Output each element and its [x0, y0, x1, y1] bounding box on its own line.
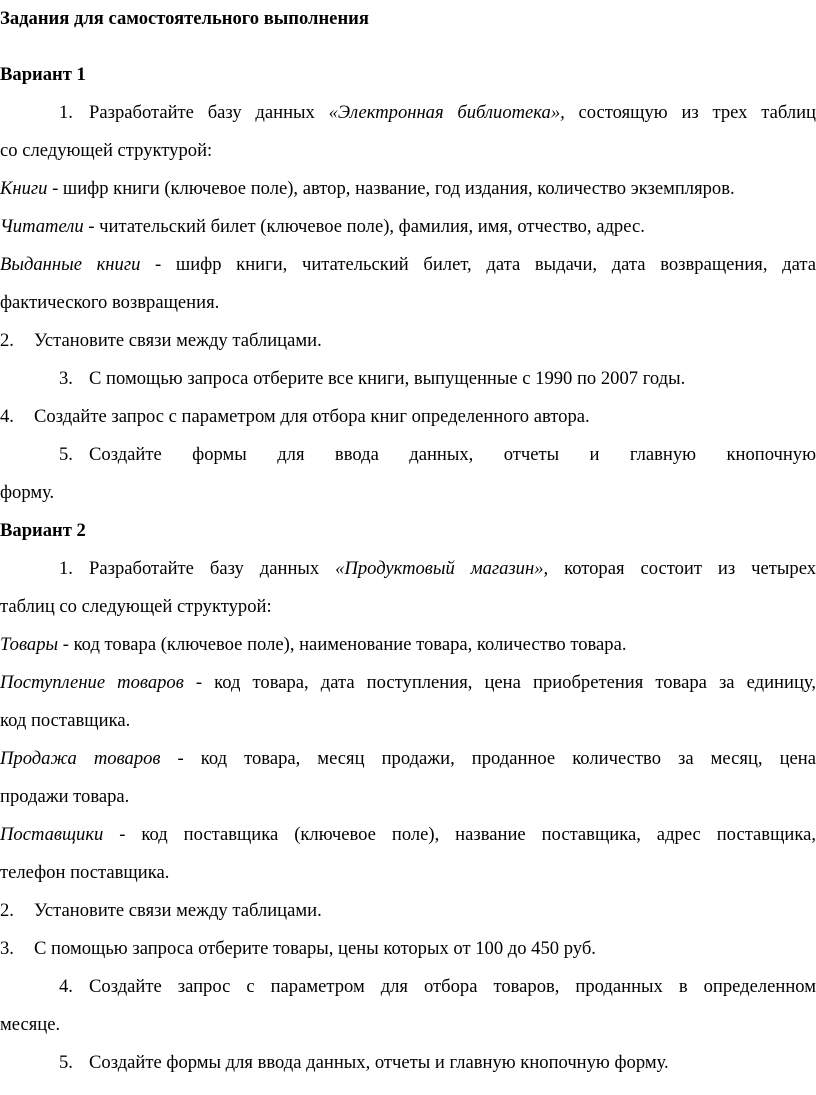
v1-task5-cont: форму. — [0, 482, 55, 503]
v1-table-issued-name: Выданные книги — [0, 254, 141, 275]
v2-table-sales: Продажа товаров - код товара, месяц продажи, проданное количество за месяц, цена — [0, 748, 816, 769]
v1-task1-line1: 1. Разработайте базу данных «Электронная библиотека», состоящую из трех таблиц — [59, 102, 816, 123]
v2-task4: 4. Создайте запрос с параметром для отбора товаров, проданных в определенном — [59, 976, 816, 997]
v1-table-books-name: Книги — [0, 178, 48, 199]
v1-table-books: Книги - шифр книги (ключевое поле), автор, название, год издания, количество экземпляров. — [0, 178, 735, 199]
v2-table-sales-name: Продажа товаров — [0, 748, 161, 769]
v2-table-receipt-cont: код поставщика. — [0, 710, 131, 731]
v2-table-goods: Товары - код товара (ключевое поле), наименование товара, количество товара. — [0, 634, 627, 655]
document-title: Задания для самостоятельного выполнения — [0, 8, 369, 29]
v1-task5: 5. Создайте формы для ввода данных, отчеты и главную кнопочную — [59, 444, 816, 465]
v2-task1-number: 1. — [59, 558, 73, 579]
v2-task3: 3. С помощью запроса отберите товары, цены которых от 100 до 450 руб. — [0, 938, 596, 959]
v1-database-name: «Электронная библиотека», — [328, 102, 565, 123]
v1-table-issued-cont: фактического возвращения. — [0, 292, 220, 313]
variant2-heading: Вариант 2 — [0, 520, 86, 541]
v1-task1-line2: со следующей структурой: — [0, 140, 213, 161]
v1-task1-number: 1. — [59, 102, 73, 123]
v2-table-suppliers: Поставщики - код поставщика (ключевое поле), название поставщика, адрес поставщика, — [0, 824, 816, 845]
v2-task1-line2: таблиц со следующей структурой: — [0, 596, 272, 617]
v1-task2: 2. Установите связи между таблицами. — [0, 330, 322, 351]
v2-task4-cont: месяце. — [0, 1014, 61, 1035]
v1-task3: 3. С помощью запроса отберите все книги, выпущенные с 1990 по 2007 годы. — [59, 368, 686, 389]
v2-task5: 5. Создайте формы для ввода данных, отчеты и главную кнопочную форму. — [59, 1052, 669, 1073]
v1-table-readers-name: Читатели — [0, 216, 84, 237]
v2-table-goods-name: Товары — [0, 634, 59, 655]
v2-table-suppliers-name: Поставщики — [0, 824, 104, 845]
v2-table-suppliers-cont: телефон поставщика. — [0, 862, 170, 883]
v2-task1-line1: 1. Разработайте базу данных «Продуктовый магазин», которая состоит из четырех — [59, 558, 816, 579]
v2-task2: 2. Установите связи между таблицами. — [0, 900, 322, 921]
v2-table-sales-cont: продажи товара. — [0, 786, 130, 807]
v1-table-readers: Читатели - читательский билет (ключевое поле), фамилия, имя, отчество, адрес. — [0, 216, 645, 237]
variant1-heading: Вариант 1 — [0, 64, 86, 85]
v1-task4: 4. Создайте запрос с параметром для отбора книг определенного автора. — [0, 406, 590, 427]
v2-database-name: «Продуктовый магазин», — [335, 558, 549, 579]
v2-table-receipt-name: Поступление товаров — [0, 672, 184, 693]
v1-table-issued: Выданные книги - шифр книги, читательский билет, дата выдачи, дата возвращения, дата — [0, 254, 816, 275]
v2-table-receipt: Поступление товаров - код товара, дата поступления, цена приобретения товара за единицу, — [0, 672, 816, 693]
